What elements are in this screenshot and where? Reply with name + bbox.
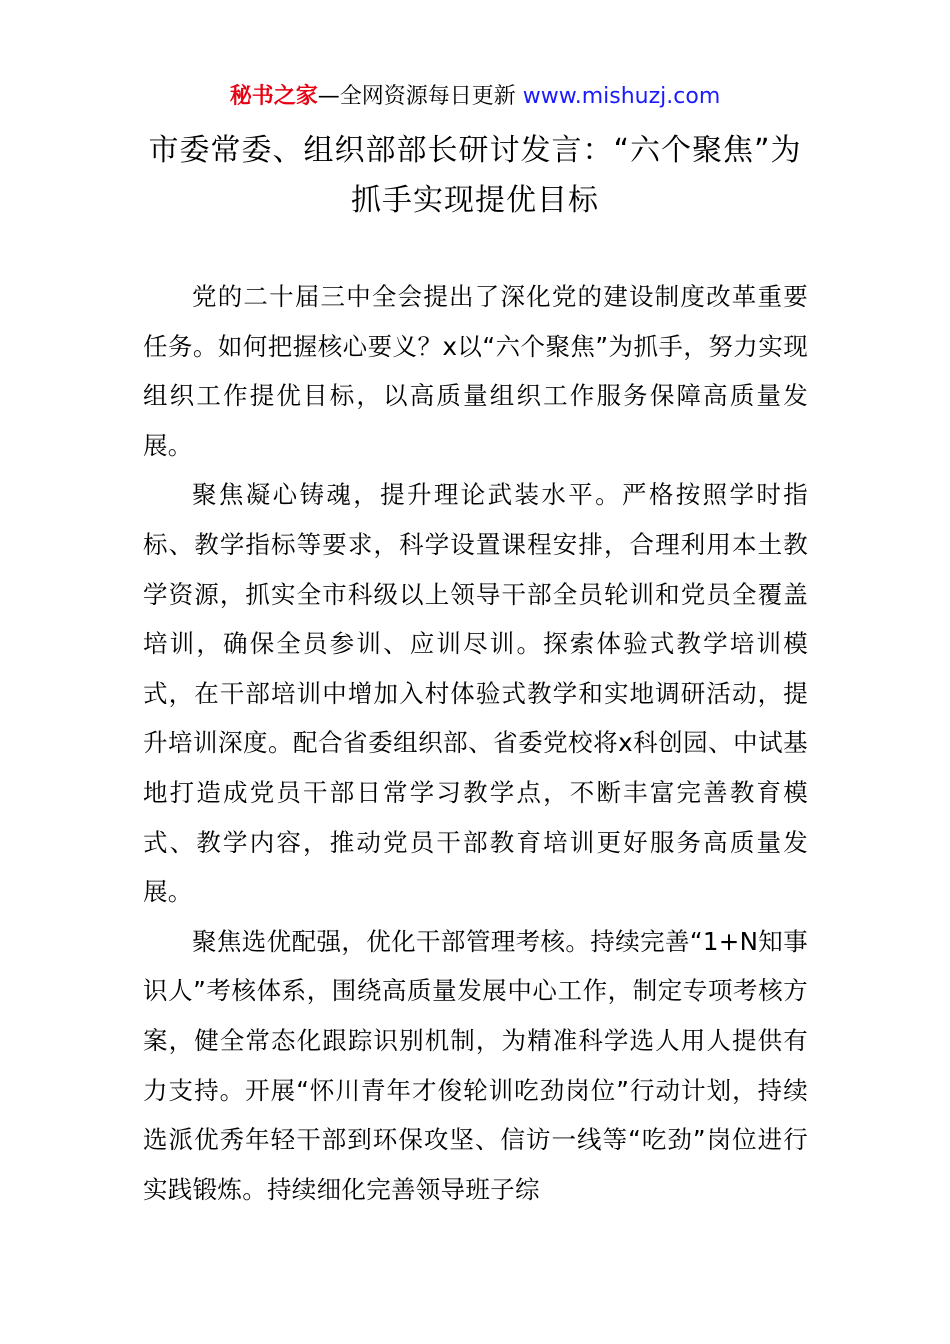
brand-name: 秘书之家 (229, 84, 318, 109)
header-tagline: —全网资源每日更新 (317, 84, 523, 109)
document-body (143, 272, 808, 1214)
paragraph-cadre: 聚焦选优配强，优化干部管理考核。持续完善“1+N知事识人”考核体系，围绕高质量发展中心工作，制定专项考核方案，健全常态化跟踪识别机制，为精准科学选人用人提供有力支持。开展“怀川青年才俊轮训吃劲岗位”行动计划，持续选派优秀年轻干部到环保攻坚、信访一线等“吃劲”岗位进行实践锻炼。持续细化完善领导班子综 (143, 926, 808, 1204)
site-header (0, 80, 950, 114)
paragraph-theory: 聚焦凝心铸魂，提升理论武装水平。严格按照学时指标、教学指标等要求，科学设置课程安排，合理利用本土教学资源，抓实全市科级以上领导干部全员轮训和党员全覆盖培训，确保全员参训、应训尽训。探索体验式教学培训模式，在干部培训中增加入村体验式教学和实地调研活动，提升培训深度。配合省委组织部、省委党校将x科创园、中试基地打造成党员干部日常学习教学点，不断丰富完善教育模式、教学内容，推动党员干部教育培训更好服务高质量发展。 (143, 480, 808, 907)
site-url-link[interactable]: www.mishuzj.com (522, 84, 721, 109)
document-title: 市委常委、组织部部长研讨发言：“六个聚焦”为抓手实现提优目标 (148, 133, 802, 218)
paragraph-intro: 党的二十届三中全会提出了深化党的建设制度改革重要任务。如何把握核心要义？x以“六个聚焦”为抓手，努力实现组织工作提优目标，以高质量组织工作服务保障高质量发展。 (143, 282, 808, 460)
